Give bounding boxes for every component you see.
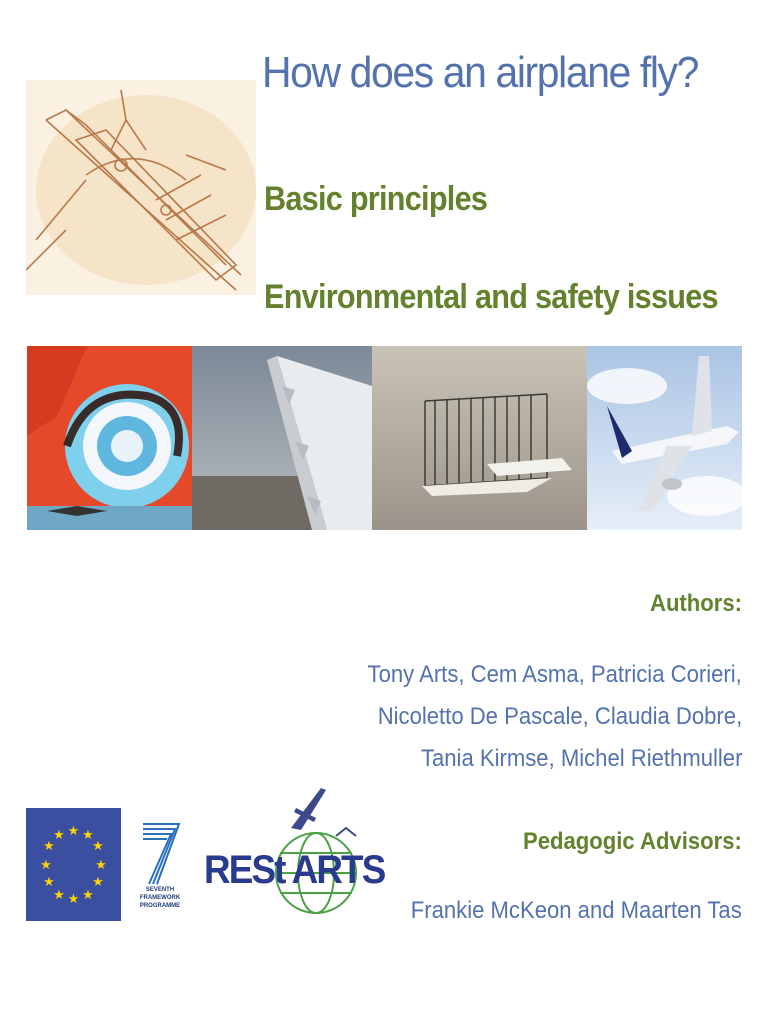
restarts-logo: [196, 778, 385, 934]
advisors-names: Frankie McKeon and Maarten Tas: [411, 897, 742, 924]
advisors-heading: Pedagogic Advisors:: [523, 828, 742, 855]
authors-line-2: Nicoletto De Pascale, Claudia Dobre,: [377, 703, 742, 730]
svg-text:★: ★: [82, 888, 94, 903]
svg-text:★: ★: [40, 858, 52, 873]
svg-text:★: ★: [43, 875, 55, 890]
eu-flag-logo: [26, 808, 121, 921]
authors-heading: Authors:: [650, 590, 742, 617]
svg-text:★: ★: [67, 892, 80, 907]
fp7-logo: [131, 816, 189, 909]
svg-text:★: ★: [67, 824, 80, 839]
subtitle-environmental-safety: Environmental and safety issues: [264, 278, 718, 316]
airliner-image: [587, 346, 742, 530]
glider-image: [372, 346, 587, 530]
authors-line-1: Tony Arts, Cem Asma, Patricia Corieri,: [367, 661, 742, 688]
authors-line-3: Tania Kirmse, Michel Riethmuller: [420, 745, 742, 772]
page-title: How does an airplane fly?: [262, 48, 698, 97]
svg-text:★: ★: [82, 828, 94, 843]
restarts-wordmark: RESt ARTS: [204, 848, 385, 892]
svg-text:★: ★: [53, 888, 65, 903]
vortex-image: [27, 346, 192, 530]
image-strip: [27, 346, 742, 530]
svg-text:★: ★: [92, 875, 104, 890]
wing-image: [192, 346, 372, 530]
svg-text:★: ★: [95, 858, 107, 873]
svg-text:★: ★: [43, 839, 55, 854]
svg-text:★: ★: [53, 828, 65, 843]
fp7-label-line2: PROGRAMME: [139, 903, 181, 909]
subtitle-basic-principles: Basic principles: [264, 180, 488, 218]
flying-machine-sketch-image: [26, 80, 256, 295]
fp7-label-line1: SEVENTH FRAMEWORK: [139, 887, 181, 901]
svg-text:★: ★: [92, 839, 104, 854]
